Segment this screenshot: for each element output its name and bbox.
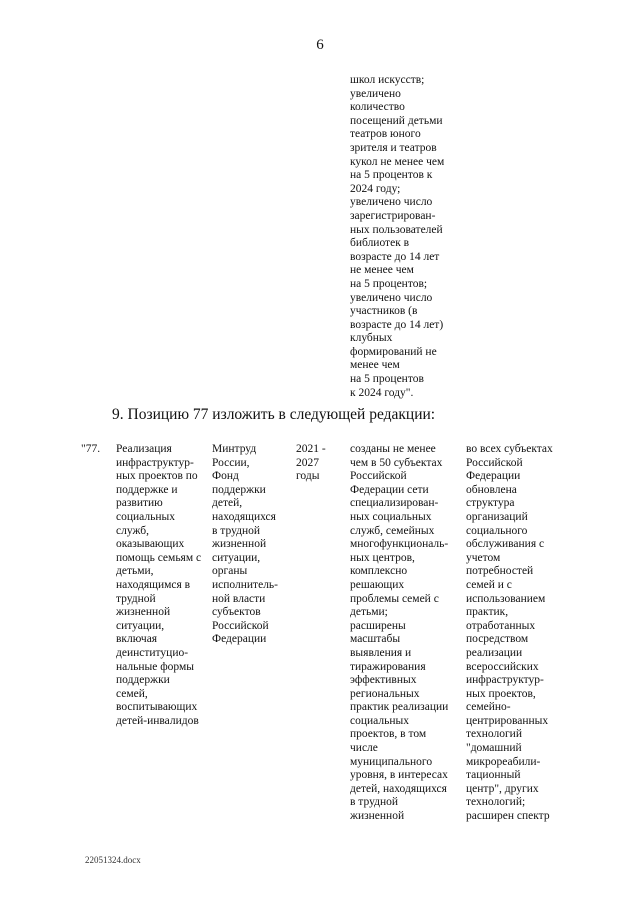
measure-name-cell: Реализация инфраструктур- ных проектов по поддержке и развитию социальных служб, оказывающих помощь семьям с детьми, находящимся в трудной жизненной ситуации, включая деинституцио- нальные формы поддержки семей, воспитывающих детей-инвалидов	[116, 443, 202, 727]
term-cell: 2021 - 2027 годы	[296, 443, 326, 483]
section-heading: 9. Позицию 77 изложить в следующей редакции:	[112, 406, 436, 423]
target-indicator-cell: во всех субъектах Российской Федерации обновлена структура организаций социального обслуживания с учетом потребностей семей и с использованием практик, отработанных посредством реализации всероссийских инфраструктур- ных проектов, семейно- центрированных технологий "домашний микрореабили- тационный центр", других технологий; расширен спектр	[466, 443, 553, 823]
result-cell: созданы не менее чем в 50 субъектах Российской Федерации сети специализирован- ных социальных служб, семейных многофункциональ- ных центров, комплексно решающих проблемы семей с детьми; расширены масштабы выявления и тиражирования эффективных региональных практик реализации социальных проектов, в том числе муниципального уровня, в интересах детей, находящихся в трудной жизненной	[350, 443, 449, 823]
page-number: 6	[316, 37, 324, 53]
row-number: "77.	[81, 443, 101, 455]
executors-cell: Минтруд России, Фонд поддержки детей, находящихся в трудной жизненной ситуации, органы исполнитель- ной власти субъектов Российской Федерации	[212, 443, 279, 646]
previous-row-continuation-text: школ искусств; увеличено количество посещений детьми театров юного зрителя и театров кукол не менее чем на 5 процентов к 2024 году; увеличено число зарегистрирован- ных пользователей библиотек в возрасте до 14 лет не менее чем на 5 процентов; увеличено число участников (в возрасте до 14 лет) клубных формирований не менее чем на 5 процентов к 2024 году".	[350, 74, 445, 399]
footer-file-code: 22051324.docx	[85, 855, 141, 865]
